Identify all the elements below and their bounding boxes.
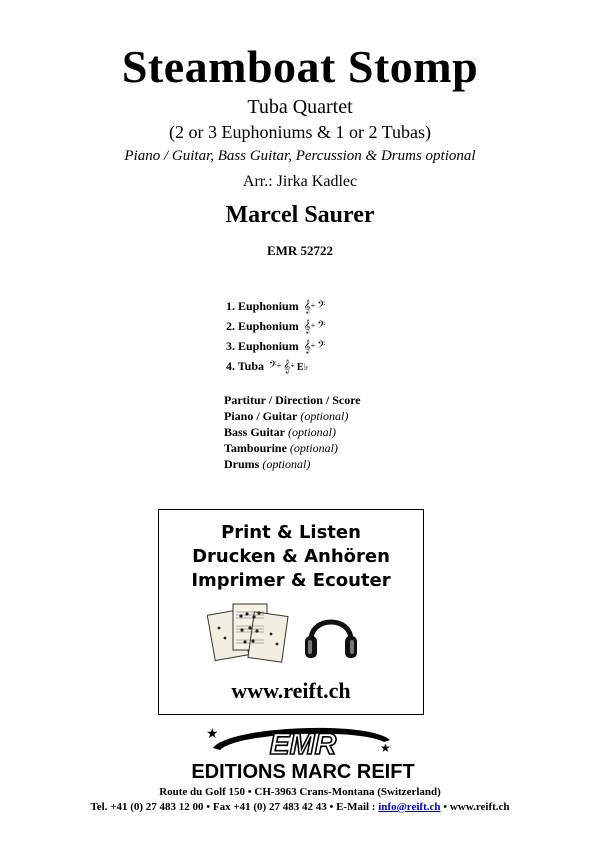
publisher-address: Route du Golf 150 • CH-3963 Crans-Montana (Switzerland)	[159, 786, 441, 798]
plus-icon: +	[310, 341, 316, 350]
treble-clef-icon: 𝄞	[303, 319, 311, 333]
extra-part-note: (optional)	[288, 425, 337, 439]
composer: Marcel Saurer	[225, 202, 375, 228]
emr-logo-text: EMR	[269, 728, 337, 761]
list-item	[224, 440, 361, 456]
parts-list	[226, 296, 325, 376]
treble-clef-icon: 𝄞	[303, 339, 311, 353]
bass-clef-icon: 𝄢	[317, 319, 326, 333]
bass-clef-icon: 𝄢	[269, 359, 277, 373]
optional-instruments-line: Piano / Guitar, Bass Guitar, Percussion & Drums optional	[124, 148, 476, 164]
contact-website: • www.reift.ch	[440, 801, 510, 813]
extra-part-name: Partitur / Direction / Score	[224, 393, 361, 407]
arranger: Arr.: Jirka Kadlec	[242, 173, 358, 190]
star-icon: ★	[380, 741, 391, 755]
instrumentation: (2 or 3 Euphoniums & 1 or 2 Tubas)	[168, 122, 431, 142]
extra-part-note: (optional)	[300, 409, 349, 423]
promo-line-french: Imprimer & Ecouter	[191, 570, 391, 591]
headphones-icon	[301, 606, 361, 664]
list-item	[224, 408, 361, 424]
bass-clef-icon: 𝄢	[317, 299, 326, 313]
list-item	[224, 424, 361, 440]
part-label: 1. Euphonium	[226, 299, 299, 313]
treble-clef-icon: 𝄞	[303, 299, 311, 313]
plus-icon: +	[310, 321, 316, 330]
additional-parts-list	[224, 392, 361, 472]
promo-url-link[interactable]: www.reift.ch	[231, 678, 351, 703]
sheet-music-icon	[207, 598, 289, 668]
emr-publisher-logo	[158, 718, 448, 782]
extra-part-name: Tambourine	[224, 441, 287, 455]
extra-part-name: Piano / Guitar	[224, 409, 298, 423]
extra-part-name: Bass Guitar	[224, 425, 286, 439]
eflat-label: E♭	[296, 362, 309, 373]
email-link[interactable]: info@reift.ch	[378, 801, 441, 813]
part-item	[226, 316, 325, 336]
extra-part-name: Drums	[224, 457, 260, 471]
plus-icon: +	[310, 301, 316, 310]
promo-line-english: Print & Listen	[221, 522, 361, 543]
part-item	[226, 296, 325, 316]
list-item	[224, 456, 361, 472]
publisher-contact	[0, 801, 600, 813]
bass-clef-icon: 𝄢	[317, 339, 326, 353]
publisher-name: EDITIONS MARC REIFT	[191, 761, 415, 782]
list-item	[224, 392, 361, 408]
part-label: 3. Euphonium	[226, 339, 299, 353]
print-listen-promo-box[interactable]	[158, 509, 424, 715]
part-label: 4. Tuba	[226, 359, 265, 373]
treble-clef-icon: 𝄞	[283, 359, 291, 373]
promo-line-german: Drucken & Anhören	[192, 546, 390, 567]
subtitle: Tuba Quartet	[247, 96, 353, 118]
part-item	[226, 356, 325, 376]
contact-phone-fax: Tel. +41 (0) 27 483 12 00 • Fax +41 (0) 27 483 42 43 • E-Mail :	[90, 801, 379, 813]
extra-part-note: (optional)	[289, 441, 338, 455]
catalog-number: EMR 52722	[266, 243, 334, 258]
page-title: Steamboat Stomp	[121, 41, 479, 92]
part-item	[226, 336, 325, 356]
plus-icon: +	[276, 361, 282, 370]
plus-icon: +	[290, 361, 295, 370]
part-label: 2. Euphonium	[226, 319, 299, 333]
extra-part-note: (optional)	[262, 457, 311, 471]
star-icon: ★	[206, 727, 219, 742]
